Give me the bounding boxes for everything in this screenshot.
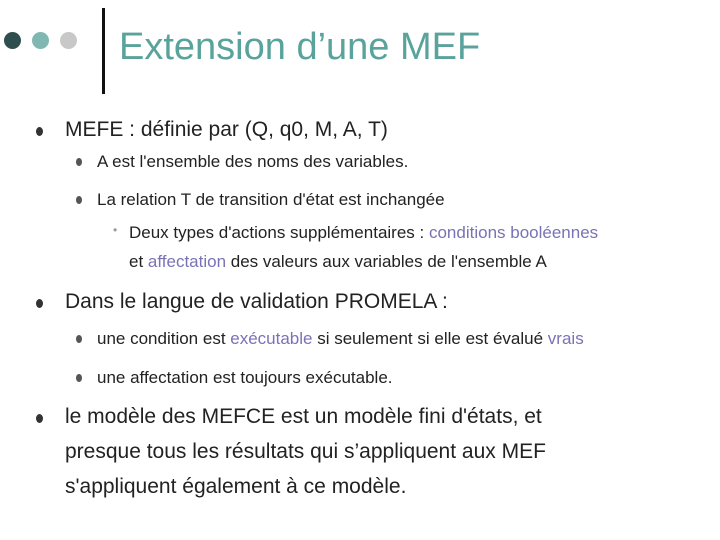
bullet-dot-icon — [36, 414, 43, 423]
dark-dot-icon — [4, 32, 21, 49]
teal-dot-icon — [32, 32, 49, 49]
title-divider — [102, 8, 105, 94]
bullet-transition: La relation T de transition d'état est inchangée — [97, 190, 445, 209]
bullet-actions-line2: et affectation des valeurs aux variables de l'ensemble A — [129, 252, 547, 271]
bullet-dot-icon — [36, 127, 43, 136]
bullet-alphabet: A est l'ensemble des noms des variables. — [97, 152, 409, 171]
highlight-conditions: conditions booléennes — [428, 223, 599, 242]
highlight-vrais: vrais — [547, 329, 584, 348]
bullet-condition: une condition est exécutable si seulement si elle est évalué vrais — [97, 329, 584, 348]
bullet-mefce-line3: s'appliquent également à ce modèle. — [65, 475, 407, 498]
bullet-affectation: une affectation est toujours exécutable. — [97, 368, 393, 387]
bullet-mefce-line2: presque tous les résultats qui s’appliquent aux MEF — [65, 440, 546, 463]
highlight-executable: exécutable — [230, 329, 313, 348]
bullet-dot-icon — [36, 299, 43, 308]
bullet-dot-icon — [76, 196, 82, 204]
bullet-actions-line1: Deux types d'actions supplémentaires : conditions booléennes — [129, 223, 599, 242]
slide-title: Extension d’une MEF — [119, 26, 481, 68]
highlight-affectation: affectation — [147, 252, 227, 271]
bullet-small-dot-icon: • — [113, 223, 118, 237]
bullet-dot-icon — [76, 158, 82, 166]
bullet-mefe: MEFE : définie par (Q, q0, M, A, T) — [65, 118, 388, 141]
bullet-dot-icon — [76, 374, 82, 382]
bullet-dot-icon — [76, 335, 82, 343]
bullet-promela: Dans le langue de validation PROMELA : — [65, 290, 448, 313]
bullet-mefce-line1: le modèle des MEFCE est un modèle fini d'états, et — [65, 405, 542, 428]
gray-dot-icon — [60, 32, 77, 49]
